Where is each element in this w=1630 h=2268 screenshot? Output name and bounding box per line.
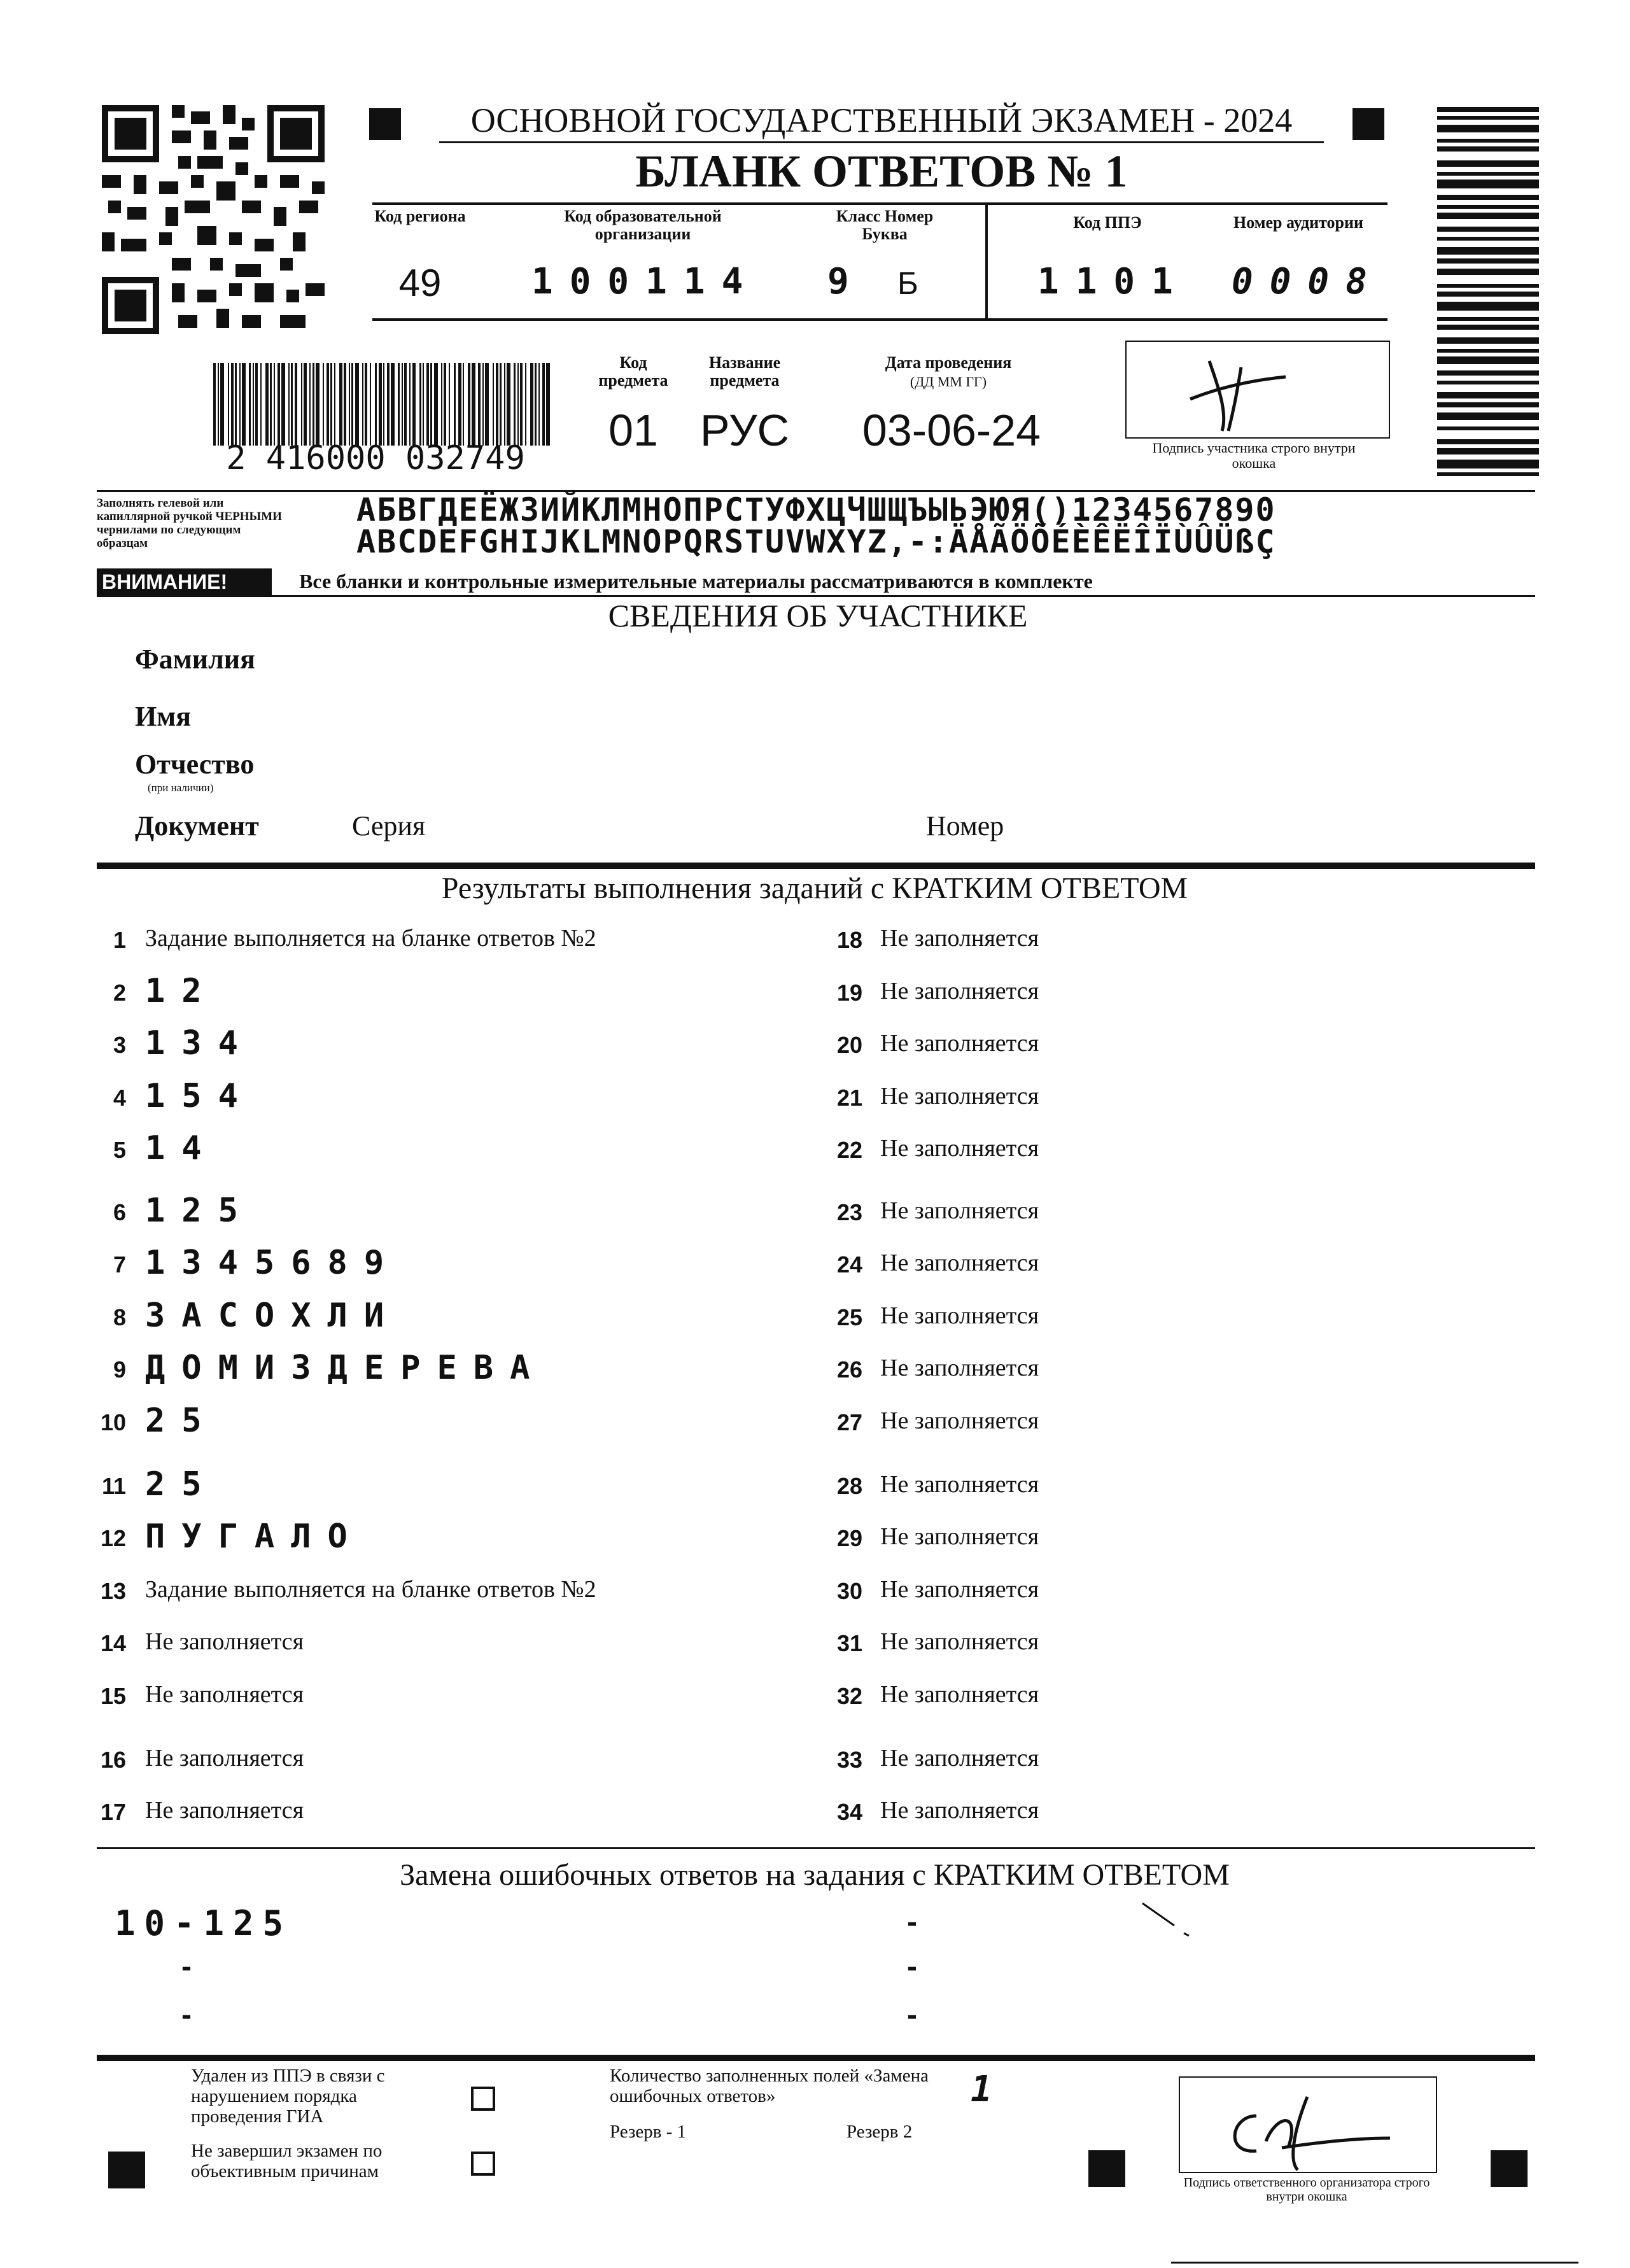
task-number: 2 (113, 980, 126, 1006)
handwritten-answer: 154 (145, 1077, 255, 1115)
organizer-signature-caption: Подпись ответственного организатора строго внутри окошка (1183, 2176, 1430, 2204)
attention-text: Все бланки и контрольные измерительные материалы рассматриваются в комплекте (299, 570, 1093, 593)
task-number: 14 (100, 1630, 126, 1656)
sample-instruction: Заполнять гелевой или капиллярной ручкой ЧЕРНЫМИ чернилами по следующим образцам (97, 497, 282, 550)
registration-mark (369, 108, 401, 140)
task-answer: Не заполняется (880, 1471, 1039, 1498)
task-answer: Задание выполняется на бланке ответов №2 (145, 925, 596, 952)
registration-mark (1088, 2150, 1125, 2187)
class-number-value: 9 (827, 261, 866, 302)
signature-icon (1127, 342, 1389, 437)
task-answer: Не заполняется (880, 1030, 1039, 1057)
task-number: 34 (836, 1799, 862, 1825)
task-answer: Не заполняется (880, 1797, 1039, 1824)
number-label: Номер (926, 810, 1004, 842)
registration-mark (1491, 2150, 1528, 2187)
task-number: 13 (100, 1578, 126, 1604)
registration-mark (1352, 108, 1384, 140)
barcode-number: 2 416000 032749 (226, 439, 525, 477)
replacement-entry: - (907, 1998, 917, 2032)
replacement-entry: - (181, 1950, 192, 1983)
region-code-label: Код региона (374, 207, 466, 225)
task-number: 15 (100, 1683, 126, 1709)
subject-code-label: Код предмета (598, 353, 668, 390)
task-number: 30 (836, 1578, 862, 1604)
reserve-1-label: Резерв - 1 (610, 2122, 687, 2142)
task-number: 4 (113, 1085, 126, 1111)
ppe-code-label: Код ППЭ (1073, 213, 1142, 232)
task-answer: Не заполняется (145, 1745, 304, 1771)
task-number: 31 (836, 1630, 862, 1656)
replacement-section-title: Замена ошибочных ответов на задания с КРАТКИМ ОТВЕТОМ (400, 1858, 1230, 1892)
participant-signature-caption: Подпись участника строго внутри окошка (1152, 440, 1356, 471)
task-number: 33 (836, 1747, 862, 1773)
reserve-2-label: Резерв 2 (847, 2122, 913, 2142)
task-number: 11 (101, 1473, 126, 1499)
task-number: 18 (836, 927, 862, 953)
exam-date-label: Дата проведения (885, 353, 1012, 372)
participant-signature-box (1125, 341, 1390, 439)
task-number: 17 (100, 1799, 126, 1825)
task-number: 1 (113, 927, 126, 953)
task-number: 20 (836, 1032, 862, 1058)
task-number: 23 (836, 1199, 862, 1225)
task-number: 29 (836, 1525, 862, 1551)
signature-icon (1180, 2078, 1436, 2172)
handwritten-answer: 134 (145, 1024, 255, 1062)
task-answer: Не заполняется (880, 925, 1039, 952)
replacement-entry: - (181, 1998, 192, 2032)
first-name-label: Имя (135, 701, 191, 732)
task-answer: Не заполняется (880, 1628, 1039, 1655)
task-answer: Не заполняется (880, 1197, 1039, 1224)
task-answer: Не заполняется (880, 978, 1039, 1004)
task-number: 3 (113, 1032, 126, 1058)
participant-section-title: СВЕДЕНИЯ ОБ УЧАСТНИКЕ (608, 598, 1028, 633)
document-label: Документ (135, 810, 259, 842)
handwritten-answer: 25 (145, 1402, 218, 1440)
series-label: Серия (352, 810, 426, 842)
room-number-label: Номер аудитории (1233, 213, 1363, 232)
task-number: 19 (836, 980, 862, 1006)
not-finished-label: Не завершил экзамен по объективным причинам (191, 2141, 383, 2181)
task-answer: Не заполняется (880, 1250, 1039, 1276)
replacement-count-label: Количество заполненных полей «Замена ошибочных ответов» (610, 2066, 929, 2106)
handwritten-answer: ДОМИЗДЕРЕВА (145, 1349, 547, 1387)
task-number: 10 (100, 1409, 126, 1435)
task-answer: Не заполняется (880, 1355, 1039, 1381)
subject-code-value: 01 (608, 405, 658, 455)
handwritten-answer: ПУГАЛО (145, 1518, 364, 1556)
subject-name-value: РУС (699, 405, 790, 455)
attention-badge (97, 568, 272, 595)
org-code-value: 100114 (531, 261, 760, 302)
surname-label: Фамилия (135, 644, 255, 675)
task-number: 28 (836, 1473, 862, 1499)
task-number: 8 (113, 1304, 126, 1330)
registration-mark (108, 2152, 145, 2188)
form-title: БЛАНК ОТВЕТОВ № 1 (635, 146, 1128, 197)
handwritten-answer: 14 (145, 1129, 218, 1167)
room-number-value: 0008 (1232, 261, 1384, 302)
task-number: 24 (836, 1251, 862, 1278)
task-number: 12 (100, 1525, 126, 1551)
not-finished-checkbox[interactable] (471, 2152, 495, 2176)
exam-title: ОСНОВНОЙ ГОСУДАРСТВЕННЫЙ ЭКЗАМЕН - 2024 (470, 101, 1293, 139)
class-letter-value: Б (897, 265, 918, 301)
org-code-label: Код образовательной организации (564, 207, 722, 243)
class-label: Класс Номер Буква (836, 207, 934, 243)
handwritten-answer: 1345689 (145, 1244, 401, 1282)
task-number: 25 (836, 1304, 862, 1330)
exam-date-format: (ДД ММ ГГ) (910, 374, 987, 390)
task-answer: Не заполняется (880, 1576, 1039, 1603)
handwritten-answer: 125 (145, 1192, 255, 1230)
task-answer: Не заполняется (880, 1681, 1039, 1708)
task-answer: Задание выполняется на бланке ответов №2 (145, 1576, 596, 1603)
task-answer: Не заполняется (880, 1523, 1039, 1550)
sample-cyrillic: АБВГДЕЁЖЗИЙКЛМНОПРСТУФХЦЧШЩЪЫЬЭЮЯ()1234567890 (356, 491, 1276, 528)
region-code-value: 49 (398, 262, 442, 304)
replacement-entry: - (907, 1950, 917, 1983)
organizer-signature-box (1179, 2076, 1437, 2173)
patronymic-note: (при наличии) (148, 782, 214, 794)
task-answer: Не заполняется (145, 1797, 304, 1824)
patronymic-label: Отчество (135, 749, 255, 780)
qr-code-icon (102, 105, 325, 334)
exam-date-value: 03-06-24 (862, 405, 1041, 455)
task-number: 7 (113, 1251, 126, 1278)
task-answer: Не заполняется (880, 1302, 1039, 1329)
task-number: 32 (836, 1683, 862, 1709)
handwritten-answer: 25 (145, 1465, 218, 1504)
ppe-code-value: 1101 (1037, 261, 1190, 302)
task-answer: Не заполняется (880, 1407, 1039, 1434)
replacement-entry: - (907, 1905, 917, 1939)
task-answer: Не заполняется (880, 1083, 1039, 1109)
replacement-count-value: 1 (971, 2069, 1009, 2110)
removed-label: Удален из ППЭ в связи с нарушением порядка проведения ГИА (191, 2066, 385, 2127)
task-answer: Не заполняется (145, 1628, 304, 1655)
task-answer: Не заполняется (145, 1681, 304, 1708)
task-number: 26 (836, 1356, 862, 1383)
results-section-title: Результаты выполнения заданий с КРАТКИМ ОТВЕТОМ (441, 871, 1188, 905)
task-answer: Не заполняется (880, 1135, 1039, 1162)
barcode-icon (213, 363, 554, 446)
task-number: 27 (836, 1409, 862, 1435)
handwritten-answer: ЗАСОХЛИ (145, 1297, 401, 1335)
task-number: 9 (113, 1356, 126, 1383)
pen-mark-icon (1139, 1900, 1197, 1938)
task-number: 16 (100, 1747, 126, 1773)
sample-latin: ABCDEFGHIJKLMNOPQRSTUVWXYZ,-:ÄÅÃÖÕÉÈÊËÎÏÙÛÜßÇ (356, 523, 1276, 560)
task-answer: Не заполняется (880, 1745, 1039, 1771)
subject-name-label: Название предмета (708, 353, 781, 390)
side-barcode-icon (1437, 107, 1539, 476)
task-number: 6 (113, 1199, 126, 1225)
attention-badge-text: ВНИМАНИЕ! (102, 570, 228, 593)
task-number: 21 (836, 1085, 862, 1111)
replacement-entry: 10-125 (115, 1903, 293, 1943)
handwritten-answer: 12 (145, 972, 218, 1010)
task-number: 22 (836, 1137, 862, 1163)
removed-checkbox[interactable] (471, 2087, 495, 2111)
task-number: 5 (113, 1137, 126, 1163)
